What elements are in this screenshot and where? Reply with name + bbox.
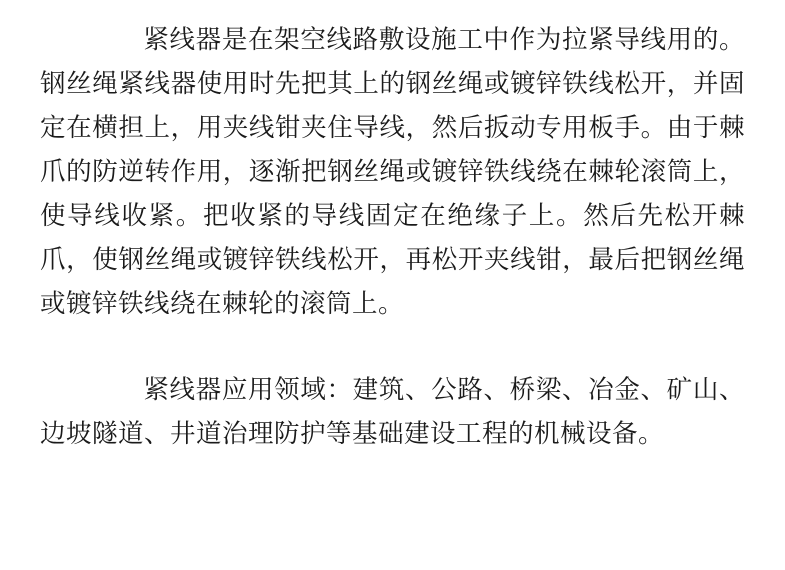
intro-paragraph: 紧线器是在架空线路敷设施工中作为拉紧导线用的。钢丝绳紧线器使用时先把其上的钢丝绳或镀锌铁线松开，并固定在横担上，用夹线钳夹住导线，然后扳动专用板手。由于棘爪的防逆转作用，逐渐把钢丝绳或镀锌铁线绕在棘轮滚筒上，使导线收紧。把收紧的导线固定在绝缘子上。然后先松开棘爪，使钢丝绳或镀锌铁线松开，再松开夹线钳，最后把钢丝绳或镀锌铁线绕在棘轮的滚筒上。 [40,25,745,319]
paragraph-spacer [40,326,745,368]
application-paragraph: 紧线器应用领域：建筑、公路、桥梁、冶金、矿山、边坡隧道、井道治理防护等基础建设工程的机械设备。 [40,375,745,449]
